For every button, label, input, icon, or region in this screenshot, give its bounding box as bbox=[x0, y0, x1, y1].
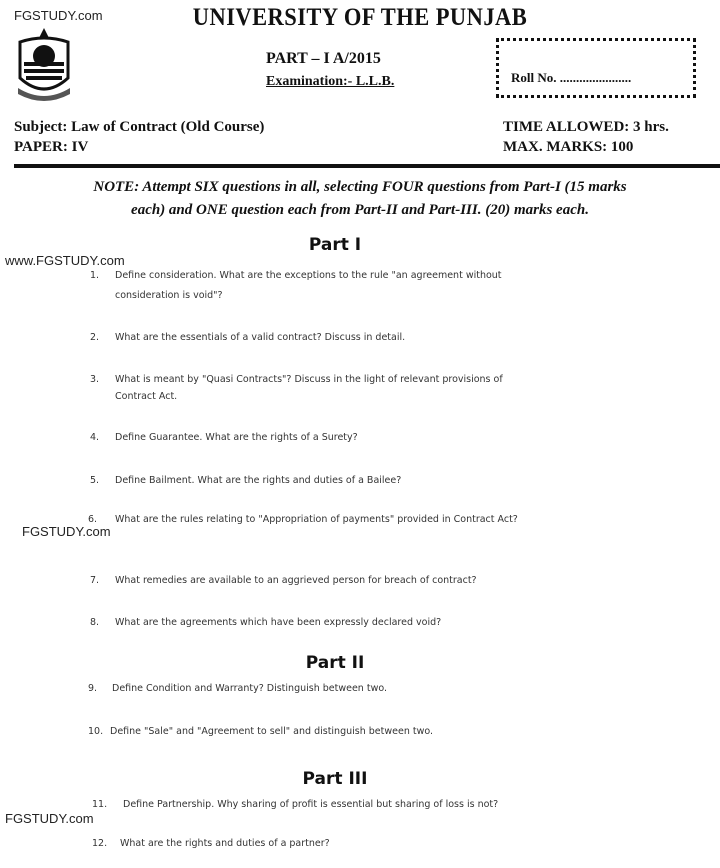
part-2-heading: Part II bbox=[305, 653, 365, 673]
question-number: 4. bbox=[90, 432, 100, 443]
watermark: FGSTUDY.com bbox=[14, 8, 103, 23]
question-text: What are the rights and duties of a partner? bbox=[120, 838, 330, 849]
header-divider bbox=[14, 164, 720, 168]
paper: PAPER: IV bbox=[14, 139, 89, 155]
question-number: 1. bbox=[90, 270, 100, 281]
university-logo bbox=[14, 26, 74, 109]
part-3-heading: Part III bbox=[302, 769, 368, 789]
question-text: Define Partnership. Why sharing of profit is essential but sharing of loss is not? bbox=[123, 799, 499, 810]
watermark: FGSTUDY.com bbox=[22, 524, 111, 539]
question-text: consideration is void"? bbox=[115, 290, 223, 301]
question-number: 11. bbox=[92, 799, 108, 810]
question-text: Define consideration. What are the exceptions to the rule "an agreement without bbox=[115, 270, 502, 281]
question-number: 3. bbox=[90, 374, 100, 385]
max-marks: MAX. MARKS: 100 bbox=[503, 139, 634, 155]
part-year: PART – I A/2015 bbox=[266, 50, 381, 67]
question-number: 8. bbox=[90, 617, 100, 628]
note-line-1: NOTE: Attempt SIX questions in all, selecting FOUR questions from Part-I (15 marks bbox=[93, 179, 627, 195]
question-text: What remedies are available to an aggrieved person for breach of contract? bbox=[115, 575, 477, 586]
part-1-heading: Part I bbox=[308, 235, 362, 255]
subject: Subject: Law of Contract (Old Course) bbox=[14, 119, 265, 135]
examination: Examination:- L.L.B. bbox=[266, 74, 395, 89]
question-number: 9. bbox=[88, 683, 98, 694]
roll-number-label: Roll No. ...................... bbox=[511, 70, 632, 85]
question-text: Define Condition and Warranty? Distinguish between two. bbox=[112, 683, 388, 694]
question-text: Contract Act. bbox=[115, 391, 178, 402]
time-allowed: TIME ALLOWED: 3 hrs. bbox=[503, 119, 669, 135]
question-text: Define Guarantee. What are the rights of a Surety? bbox=[115, 432, 358, 443]
university-title: UNIVERSITY OF THE PUNJAB bbox=[192, 4, 528, 31]
roll-number-box bbox=[496, 38, 696, 98]
question-number: 12. bbox=[92, 838, 108, 849]
watermark: FGSTUDY.com bbox=[5, 811, 94, 826]
question-text: What are the agreements which have been expressly declared void? bbox=[115, 617, 442, 628]
question-text: What are the essentials of a valid contract? Discuss in detail. bbox=[115, 332, 406, 343]
question-number: 7. bbox=[90, 575, 100, 586]
question-text: Define "Sale" and "Agreement to sell" and distinguish between two. bbox=[110, 726, 434, 737]
watermark: www.FGSTUDY.com bbox=[5, 253, 125, 268]
note-line-2: each) and ONE question each from Part-II and Part-III. (20) marks each. bbox=[131, 202, 589, 218]
question-number: 6. bbox=[88, 514, 98, 525]
question-text: What are the rules relating to "Appropriation of payments" provided in Contract Act? bbox=[115, 514, 518, 525]
question-number: 2. bbox=[90, 332, 100, 343]
question-number: 10. bbox=[88, 726, 104, 737]
question-text: Define Bailment. What are the rights and duties of a Bailee? bbox=[115, 475, 402, 486]
question-number: 5. bbox=[90, 475, 100, 486]
question-text: What is meant by "Quasi Contracts"? Discuss in the light of relevant provisions of bbox=[115, 374, 503, 385]
